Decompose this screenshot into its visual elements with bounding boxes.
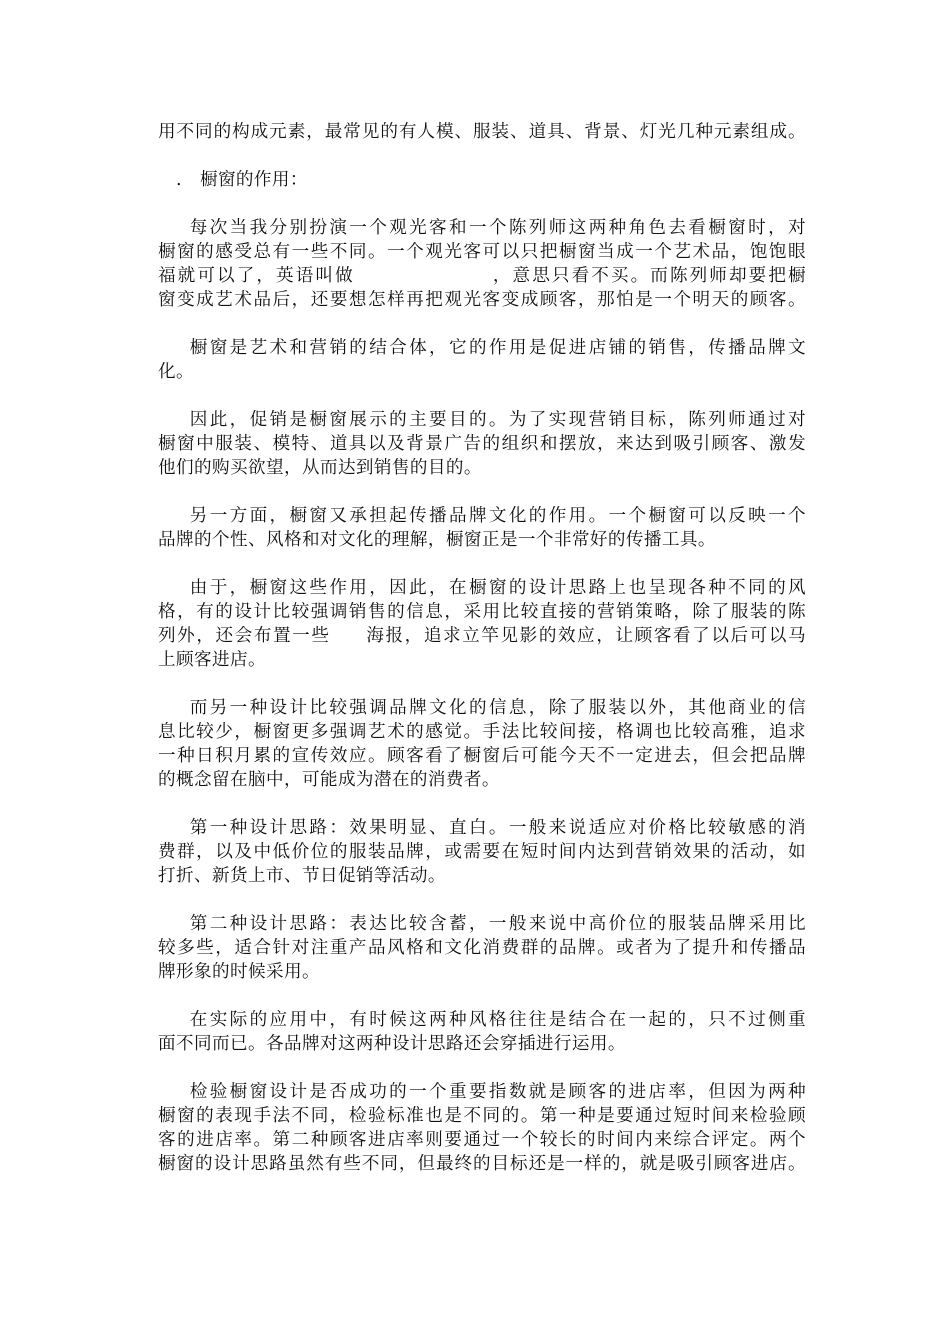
text-line: 窗变成艺术品后，还要想怎样再把观光客变成顾客，那怕是一个明天的顾客。 xyxy=(158,290,806,310)
text-line: 在实际的应用中，有时候这两种风格往往是结合在一起的，只不过侧重 xyxy=(158,1010,806,1030)
text-line: 费群，以及中低价位的服装品牌，或需要在短时间内达到营销效果的活动，如 xyxy=(158,842,806,862)
text-line: 息比较少，橱窗更多强调艺术的感觉。手法比较间接，格调也比较高雅，追求 xyxy=(158,722,806,742)
text-line: 检验橱窗设计是否成功的一个重要指数就是顾客的进店率，但因为两种 xyxy=(158,1082,806,1102)
text-line: 上顾客进店。 xyxy=(158,650,266,670)
text-line: 另一方面，橱窗又承担起传播品牌文化的作用。一个橱窗可以反映一个 xyxy=(158,506,806,526)
text-line: 橱窗的感受总有一些不同。一个观光客可以只把橱窗当成一个艺术品，饱饱眼 xyxy=(158,242,806,262)
text-line: 由于，橱窗这些作用，因此，在橱窗的设计思路上也呈现各种不同的风 xyxy=(158,578,806,598)
section-heading: . 橱窗的作用： xyxy=(158,170,308,190)
text-line: 较多些，适合针对注重产品风格和文化消费群的品牌。或者为了提升和传播品 xyxy=(158,938,806,958)
text-line: 一种日积月累的宣传效应。顾客看了橱窗后可能今天不一定进去，但会把品牌 xyxy=(158,746,806,766)
text-line: 品牌的个性、风格和对文化的理解，橱窗正是一个非常好的传播工具。 xyxy=(158,530,716,550)
text-line: 橱窗的表现手法不同，检验标准也是不同的。第一种是要通过短时间来检验顾 xyxy=(158,1106,806,1126)
text-line: 化。 xyxy=(158,362,194,382)
text-line: 福就可以了，英语叫做 ，意思只看不买。而陈列师却要把橱 xyxy=(158,266,806,286)
text-line: 用不同的构成元素，最常见的有人模、服装、道具、背景、灯光几种元素组成。 xyxy=(158,122,806,142)
text-line: 橱窗是艺术和营销的结合体，它的作用是促进店铺的销售，传播品牌文 xyxy=(158,338,806,358)
text-line: 的概念留在脑中，可能成为潜在的消费者。 xyxy=(158,770,500,790)
text-line: 每次当我分别扮演一个观光客和一个陈列师这两种角色去看橱窗时，对 xyxy=(158,218,806,238)
text-line: 客的进店率。第二种顾客进店率则要通过一个较长的时间内来综合评定。两个 xyxy=(158,1130,806,1150)
text-line: 牌形象的时候采用。 xyxy=(158,962,320,982)
text-line: 橱窗的设计思路虽然有些不同，但最终的目标还是一样的，就是吸引顾客进店。 xyxy=(158,1154,806,1174)
text-line: 打折、新货上市、节日促销等活动。 xyxy=(158,866,446,886)
text-line: 他们的购买欲望，从而达到销售的目的。 xyxy=(158,458,482,478)
text-line: 而另一种设计比较强调品牌文化的信息，除了服装以外，其他商业的信 xyxy=(158,698,806,718)
text-line: 列外，还会布置一些 海报，追求立竿见影的效应，让顾客看了以后可以马 xyxy=(158,626,806,646)
text-line: 橱窗中服装、模特、道具以及背景广告的组织和摆放，来达到吸引顾客、激发 xyxy=(158,434,806,454)
text-line: 第二种设计思路：表达比较含蓄，一般来说中高价位的服装品牌采用比 xyxy=(158,914,806,934)
text-line: 格，有的设计比较强调销售的信息，采用比较直接的营销策略，除了服装的陈 xyxy=(158,602,806,622)
text-line: 面不同而已。各品牌对这两种设计思路还会穿插进行运用。 xyxy=(158,1034,626,1054)
text-line: 第一种设计思路：效果明显、直白。一般来说适应对价格比较敏感的消 xyxy=(158,818,806,838)
text-line: 因此，促销是橱窗展示的主要目的。为了实现营销目标，陈列师通过对 xyxy=(158,410,806,430)
